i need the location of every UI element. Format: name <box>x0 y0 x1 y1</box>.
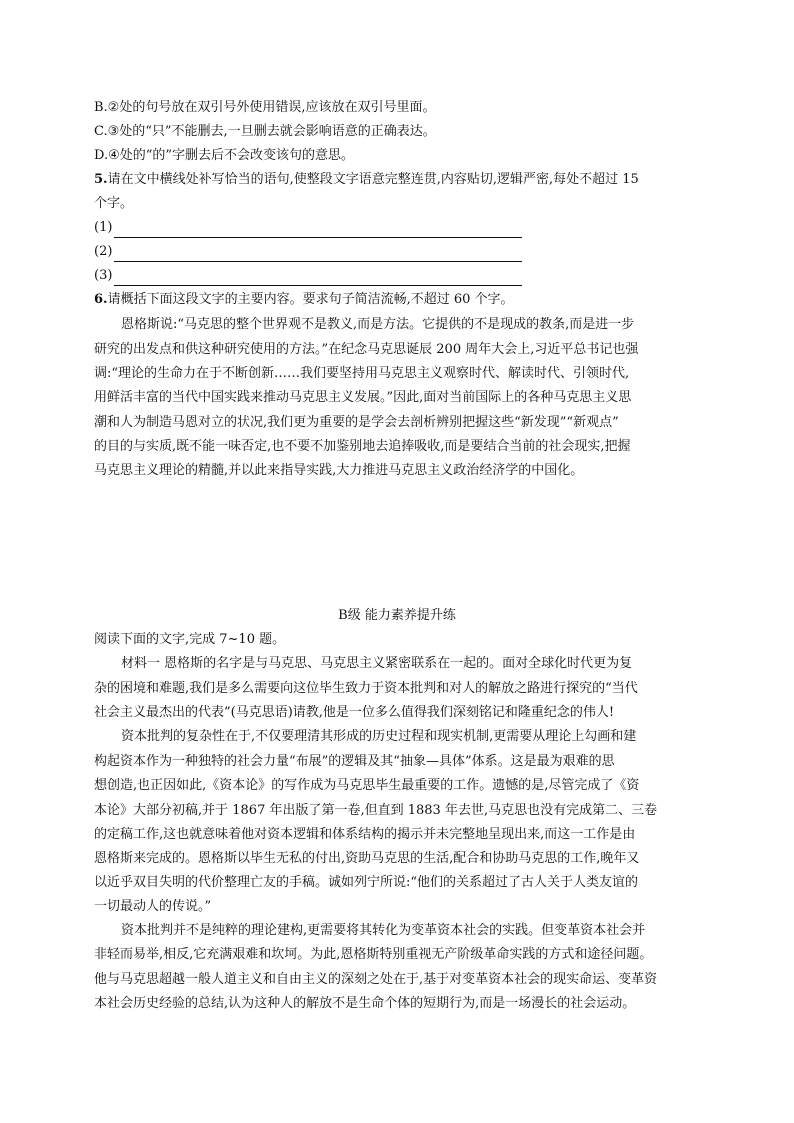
material-1-line: 杂的困境和难题,我们是多么需要向这位毕生致力于资本批判和对人的解放之路进行探究的“当代 <box>94 681 638 696</box>
question-5-continued: 个字。 <box>94 196 134 211</box>
blank-label: (1) <box>94 220 113 235</box>
blank-line[interactable] <box>114 249 522 262</box>
paragraph-2-line: 的定稿工作,这也就意味着他对资本逻辑和体系结构的揭示并未完整地呈现出来,而这一工作是由 <box>94 827 636 842</box>
paragraph-2-line: 想创造,也正因如此,《资本论》的写作成为马克思毕生最重要的工作。遗憾的是,尽管完成了《资 <box>94 778 640 793</box>
passage-line: 的目的与实质,既不能一味否定,也不要不加鉴别地去追捧吸收,而是要结合当前的社会现实,把握 <box>94 439 631 454</box>
passage-line: 潮和人为制造马恩对立的状况,我们更为重要的是学会去剖析辨别把握这些“新发现”“新观点” <box>94 415 619 430</box>
blank-line[interactable] <box>114 273 522 286</box>
answer-blank-3[interactable] <box>94 266 522 286</box>
question-6 <box>94 290 714 310</box>
paragraph-2-line: 构起资本作为一种独特的社会力量“布展”的逻辑及其“抽象—具体”体系。这是最为艰难的思 <box>94 754 615 769</box>
option-d: D.④处的“的”字删去后不会改变该句的意思。 <box>94 148 355 163</box>
question-number: 5. <box>94 172 108 187</box>
section-title: B级 能力素养提升练 <box>338 608 456 623</box>
material-1-line: 材料一 恩格斯的名字是与马克思、马克思主义紧密联系在一起的。面对全球化时代更为复 <box>121 656 633 671</box>
question-prompt: 请在文中横线处补写恰当的语句,使整段文字语意完整连贯,内容贴切,逻辑严密,每处不超过 15 <box>107 172 639 187</box>
option-c: C.③处的“只”不能删去,一旦删去就会影响语意的正确表达。 <box>94 124 436 139</box>
paragraph-2-line: 一切最动人的传说。” <box>94 899 212 914</box>
blank-label: (2) <box>94 244 113 259</box>
question-number: 6. <box>94 292 108 307</box>
passage-line: 研究的出发点和供这种研究使用的方法。”在纪念马克思诞辰 200 周年大会上,习近平总书记也强 <box>94 342 639 357</box>
option-b: B.②处的句号放在双引号外使用错误,应该放在双引号里面。 <box>94 100 436 115</box>
passage-line: 恩格斯说:“马克思的整个世界观不是教义,而是方法。它提供的不是现成的教条,而是进一步 <box>121 317 635 332</box>
paragraph-3-line: 资本批判并不是纯粹的理论建构,更需要将其转化为变革资本社会的实践。但变革资本社会并 <box>121 923 646 938</box>
section-intro: 阅读下面的文字,完成 7~10 题。 <box>94 632 286 647</box>
material-1-line: 社会主义最杰出的代表”(马克思语)请教,他是一位多么值得我们深刻铭记和隆重纪念的伟人! <box>94 705 615 720</box>
paragraph-2-line: 恩格斯来完成的。恩格斯以毕生无私的付出,资助马克思的生活,配合和协助马克思的工作,晚年又 <box>94 851 640 866</box>
answer-blank-1[interactable] <box>94 218 522 238</box>
paragraph-2-line: 资本批判的复杂性在于,不仅要理清其形成的历史过程和现实机制,更需要从理论上勾画和建 <box>121 729 637 744</box>
answer-blank-2[interactable] <box>94 242 522 262</box>
question-5 <box>94 170 714 190</box>
passage-line: 调:“理论的生命力在于不断创新……我们要坚持用马克思主义观察时代、解读时代、引领时代, <box>94 366 630 381</box>
paragraph-3-line: 他与马克思超越一般人道主义和自由主义的深刻之处在于,基于对变革资本社会的现实命运、变革资 <box>94 972 658 987</box>
paragraph-2-line: 以近乎双目失明的代价整理亡友的手稿。诚如列宁所说:“他们的关系超过了古人关于人类友谊的 <box>94 875 639 890</box>
passage-line: 用鲜活丰富的当代中国实践来推动马克思主义发展。”因此,面对当前国际上的各种马克思主义思 <box>94 390 632 405</box>
question-prompt: 请概括下面这段文字的主要内容。要求句子简洁流畅,不超过 60 个字。 <box>107 292 514 307</box>
blank-label: (3) <box>94 268 113 283</box>
passage-line: 马克思主义理论的精髓,并以此来指导实践,大力推进马克思主义政治经济学的中国化。 <box>94 463 584 478</box>
blank-line[interactable] <box>114 225 522 238</box>
paragraph-2-line: 本论》大部分初稿,并于 1867 年出版了第一卷,但直到 1883 年去世,马克思也没有完成第二、三卷 <box>94 803 658 818</box>
paragraph-3-line: 非轻而易举,相反,它充满艰难和坎坷。为此,恩格斯特别重视无产阶级革命实践的方式和途径问题。 <box>94 947 653 962</box>
paragraph-3-line: 本社会历史经验的总结,认为这种人的解放不是生命个体的短期行为,而是一场漫长的社会运动。 <box>94 996 636 1011</box>
